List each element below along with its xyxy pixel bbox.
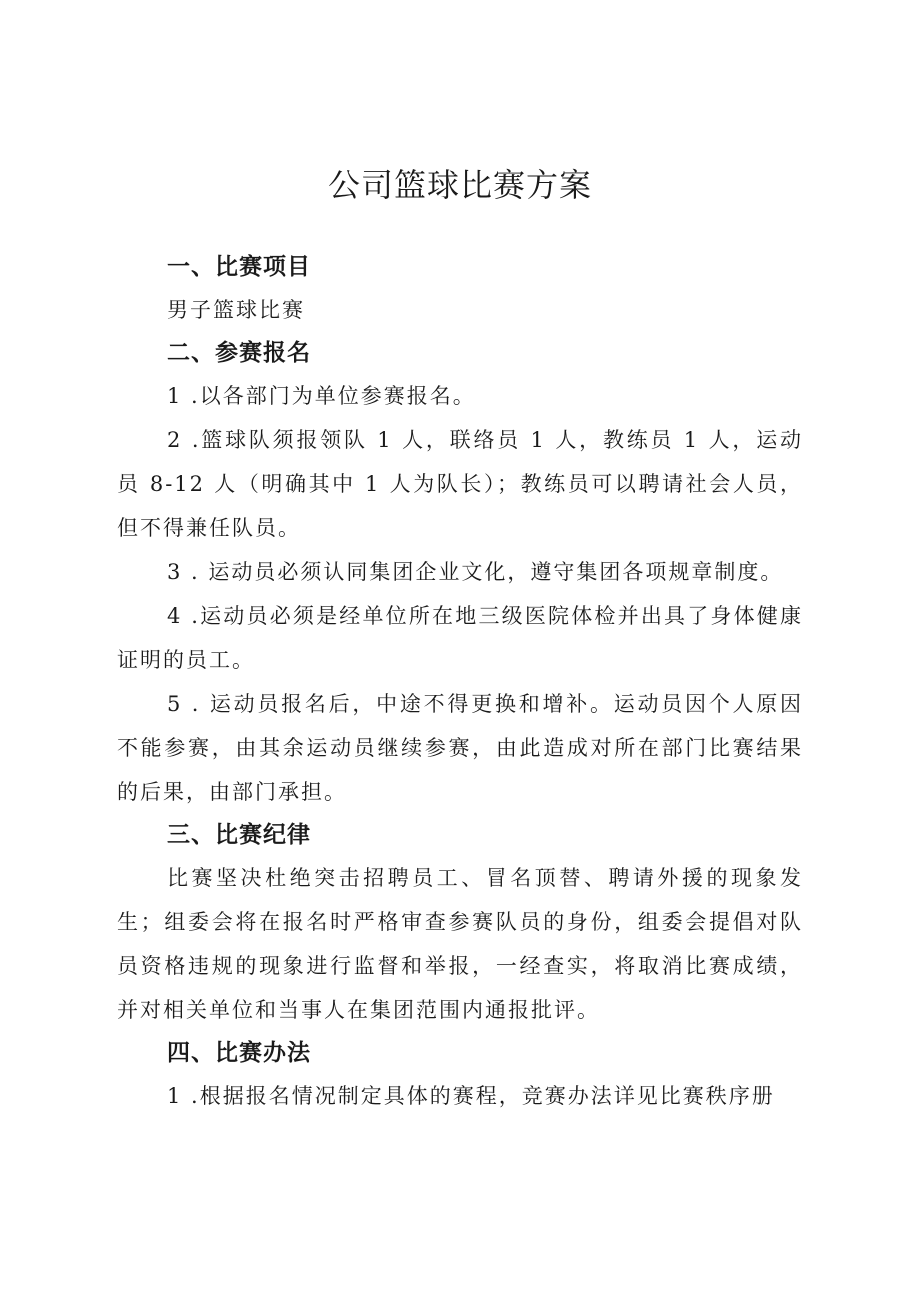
paragraph: 比赛坚决杜绝突击招聘员工、冒名顶替、聘请外援的现象发生；组委会将在报名时严格审查参赛队员的身份，组委会提倡对队员资格违规的现象进行监督和举报，一经查实，将取消比赛成绩，并对相关单位和当事人在集团范围内通报批评。 [117, 866, 803, 1022]
paragraph: 1 .根据报名情况制定具体的赛程，竞赛办法详见比赛秩序册 [167, 1084, 775, 1108]
paragraph: 4 .运动员必须是经单位所在地三级医院体检并出具了身体健康证明的员工。 [117, 604, 803, 672]
paragraph: 2 .篮球队须报领队 1 人，联络员 1 人，教练员 1 人，运动员 8-12 人（明确其中 1 人为队长）；教练员可以聘请社会人员，但不得兼任队员。 [117, 428, 803, 540]
paragraph: 5 . 运动员报名后，中途不得更换和增补。运动员因个人原因不能参赛，由其余运动员继续参赛，由此造成对所在部门比赛结果的后果，由部门承担。 [117, 692, 803, 804]
section-heading: 一、比赛项目 [167, 254, 311, 280]
paragraph: 男子篮球比赛 [167, 298, 305, 322]
paragraph: 3 . 运动员必须认同集团企业文化，遵守集团各项规章制度。 [167, 560, 784, 584]
section-heading: 三、比赛纪律 [167, 822, 311, 848]
document-body [117, 246, 803, 1118]
section-heading: 二、参赛报名 [167, 340, 311, 366]
paragraph: 1 .以各部门为单位参赛报名。 [167, 384, 476, 408]
section-heading: 四、比赛办法 [167, 1040, 311, 1066]
document-title: 公司篮球比赛方案 [327, 166, 592, 204]
